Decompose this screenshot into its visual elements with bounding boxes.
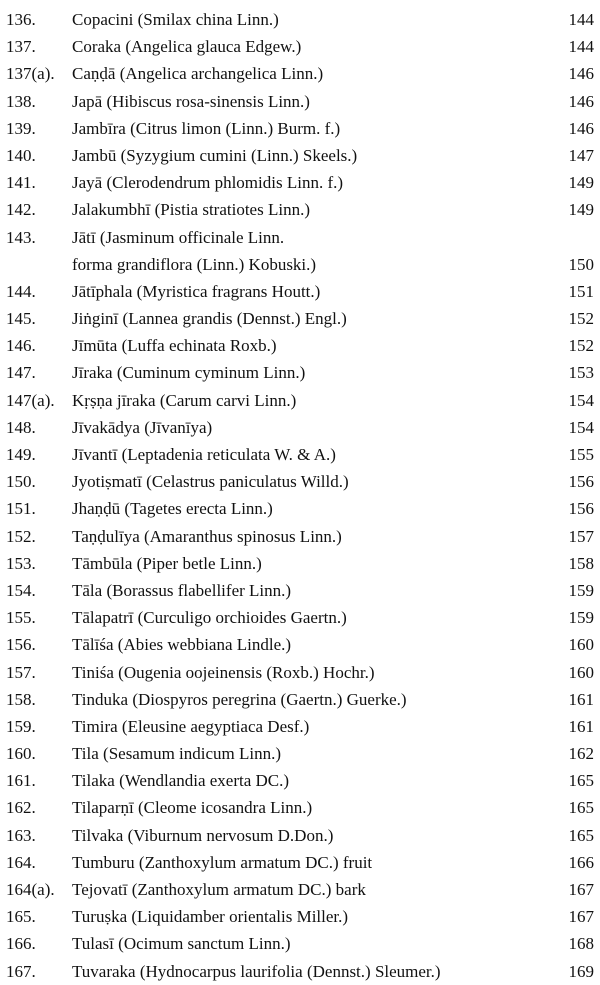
botanical-name: (Carum carvi Linn.) [159, 390, 297, 410]
entry-title [72, 903, 348, 930]
entry-title [72, 6, 279, 33]
page-number: 157 [568, 526, 594, 546]
entry-number: 137. [6, 37, 36, 57]
botanical-name: (Borassus flabellifer Linn.) [106, 580, 292, 600]
entry-number: 145. [6, 309, 36, 329]
sanskrit-name: Tilvaka [72, 825, 124, 845]
botanical-name: (Tagetes erecta Linn.) [124, 499, 273, 519]
botanical-name: (Angelica archangelica Linn.) [119, 64, 324, 84]
index-entry [0, 767, 600, 794]
entry-title [72, 713, 309, 740]
sanskrit-name: Tulasī [72, 934, 114, 954]
index-entry [0, 224, 600, 278]
page-number: 165 [568, 825, 594, 845]
entry-number: 164. [6, 852, 36, 872]
botanical-name: (Clerodendrum phlomidis Linn. f.) [106, 173, 344, 193]
index-list [0, 6, 600, 985]
botanical-name: (Abies webbiana Lindle.) [117, 635, 292, 655]
sanskrit-name: Copacini [72, 10, 134, 29]
entry-number: 144. [6, 281, 36, 301]
entry-number: 164(a). [6, 880, 55, 900]
page-number: 149 [568, 173, 594, 193]
index-entry [0, 822, 600, 849]
entry-title [72, 115, 340, 142]
page-number: 146 [568, 118, 594, 138]
sanskrit-name: Coraka [72, 37, 122, 57]
page-number: 152 [568, 309, 594, 329]
botanical-name: (Lannea grandis (Dennst.) Engl.) [122, 309, 347, 329]
page-number: 153 [568, 363, 594, 383]
entry-title [72, 930, 290, 957]
index-entry [0, 713, 600, 740]
entry-number: 136. [6, 10, 36, 29]
page-number: 147 [568, 145, 594, 165]
sanskrit-name: Tumburu [72, 852, 135, 872]
entry-title [72, 468, 349, 495]
entry-number: 139. [6, 118, 36, 138]
entry-number: 161. [6, 771, 36, 791]
entry-title [72, 441, 336, 468]
index-entry [0, 659, 600, 686]
index-entry [0, 604, 600, 631]
entry-title [72, 523, 342, 550]
sanskrit-name: Jambīra [72, 118, 126, 138]
entry-number: 151. [6, 499, 36, 519]
page-number: 166 [568, 852, 594, 872]
page-number: 169 [568, 961, 594, 981]
botanical-name: (Smilax china Linn.) [137, 10, 279, 29]
entry-title [72, 659, 375, 686]
entry-title [72, 142, 357, 169]
botanical-name: (Myristica fragrans Houtt.) [136, 281, 321, 301]
index-entry [0, 6, 600, 33]
entry-title [72, 631, 291, 658]
entry-title [72, 822, 333, 849]
page-number: 154 [568, 417, 594, 437]
entry-title [72, 33, 301, 60]
sanskrit-name: Jīmūta [72, 336, 118, 356]
sanskrit-name: Jalakumbhī [72, 200, 151, 220]
entry-title [72, 387, 296, 414]
index-entry [0, 305, 600, 332]
sanskrit-name: Jīraka [72, 363, 113, 383]
botanical-name: (Wendlandia exerta DC.) [119, 771, 290, 791]
botanical-name: (Cuminum cyminum Linn.) [116, 363, 306, 383]
botanical-name: (Ocimum sanctum Linn.) [118, 934, 291, 954]
entry-title [72, 604, 347, 631]
sanskrit-name: Kṛṣṇa jīraka [72, 390, 156, 410]
botanical-name: (Curculigo orchioides Gaertn.) [137, 608, 347, 628]
index-entry [0, 169, 600, 196]
sanskrit-name: Tila [72, 744, 99, 764]
entry-title [72, 794, 312, 821]
entry-number: 137(a). [6, 64, 55, 84]
entry-number: 152. [6, 526, 36, 546]
entry-title [72, 414, 212, 441]
entry-title [72, 359, 305, 386]
sanskrit-name: Tilaka [72, 771, 115, 791]
index-entry [0, 794, 600, 821]
index-entry [0, 930, 600, 957]
sanskrit-name: Taṇḍulīya [72, 526, 140, 546]
sanskrit-name: Jiṅginī [72, 309, 119, 329]
sanskrit-name: Tilaparṇī [72, 798, 134, 818]
botanical-name: (Pistia stratiotes Linn.) [154, 200, 310, 220]
page-number: 165 [568, 771, 594, 791]
entry-number: 140. [6, 145, 36, 165]
botanical-name: (Eleusine aegyptiaca Desf.) [121, 716, 310, 736]
page-number: 161 [568, 716, 594, 736]
sanskrit-name: Jhaṇḍū [72, 499, 121, 519]
entry-title [72, 278, 320, 305]
botanical-name: (Angelica glauca Edgew.) [125, 37, 302, 57]
sanskrit-name: Jīvantī [72, 445, 118, 465]
entry-number: 150. [6, 472, 36, 492]
index-entry [0, 903, 600, 930]
page-number: 151 [568, 281, 594, 301]
entry-title [72, 577, 291, 604]
entry-number: 155. [6, 608, 36, 628]
index-entry [0, 332, 600, 359]
page-number: 158 [568, 553, 594, 573]
entry-number: 165. [6, 907, 36, 927]
entry-title [72, 224, 284, 251]
index-entry [0, 686, 600, 713]
sanskrit-name: Jātī [72, 227, 96, 247]
sanskrit-name: Timira [72, 716, 118, 736]
entry-title [72, 88, 310, 115]
page-number: 144 [568, 10, 594, 29]
index-entry [0, 414, 600, 441]
index-entry [0, 495, 600, 522]
sanskrit-name: Tālapatrī [72, 608, 134, 628]
entry-title [72, 876, 366, 903]
botanical-name: (Hydnocarpus laurifolia (Dennst.) Sleumer.) [139, 961, 441, 981]
sanskrit-name: Tejovatī [72, 880, 128, 900]
page-number: 162 [568, 744, 594, 764]
entry-title [72, 767, 289, 794]
entry-title [72, 196, 310, 223]
sanskrit-name: Jīvakādya [72, 417, 140, 437]
sanskrit-name: Tinduka [72, 689, 129, 709]
botanical-name: (Liquidamber orientalis Miller.) [131, 907, 349, 927]
entry-number: 166. [6, 934, 36, 954]
page-number: 146 [568, 64, 594, 84]
botanical-name: (Syzygium cumini (Linn.) Skeels.) [120, 145, 358, 165]
page-number: 161 [568, 689, 594, 709]
entry-number: 143. [6, 227, 36, 247]
botanical-name: (Jīvanīya) [144, 417, 213, 437]
index-entry [0, 550, 600, 577]
page-number: 168 [568, 934, 594, 954]
page-number: 155 [568, 445, 594, 465]
entry-number: 156. [6, 635, 36, 655]
botanical-name: (Cleome icosandra Linn.) [137, 798, 313, 818]
sanskrit-name: Jātīphala [72, 281, 133, 301]
entry-title [72, 849, 372, 876]
entry-title [72, 550, 262, 577]
entry-number: 157. [6, 662, 36, 682]
entry-title [72, 60, 323, 87]
entry-title [72, 958, 441, 985]
entry-title [72, 495, 273, 522]
page-number: 160 [568, 662, 594, 682]
index-entry [0, 142, 600, 169]
sanskrit-name: Tālīśa [72, 635, 114, 655]
entry-number: 162. [6, 798, 36, 818]
page-number: 159 [568, 608, 594, 628]
botanical-name: (Sesamum indicum Linn.) [103, 744, 282, 764]
sanskrit-name: Caṇḍā [72, 64, 116, 84]
botanical-name: (Zanthoxylum armatum DC.) fruit [138, 852, 373, 872]
index-entry [0, 196, 600, 223]
botanical-name: (Ougenia oojeinensis (Roxb.) Hochr.) [118, 662, 375, 682]
index-entry [0, 740, 600, 767]
botanical-name: (Citrus limon (Linn.) Burm. f.) [130, 118, 341, 138]
entry-number: 149. [6, 445, 36, 465]
sanskrit-name: Tiniśa [72, 662, 114, 682]
entry-number: 154. [6, 580, 36, 600]
page-number: 160 [568, 635, 594, 655]
index-entry [0, 876, 600, 903]
botanical-name: (Diospyros peregrina (Gaertn.) Guerke.) [132, 689, 407, 709]
page-number: 146 [568, 91, 594, 111]
sanskrit-name: Jayā [72, 173, 103, 193]
entry-number: 142. [6, 200, 36, 220]
entry-title [72, 169, 343, 196]
entry-number: 138. [6, 91, 36, 111]
sanskrit-name: Jyotiṣmatī [72, 472, 142, 492]
index-entry [0, 60, 600, 87]
index-entry [0, 359, 600, 386]
botanical-name: (Amaranthus spinosus Linn.) [143, 526, 342, 546]
index-entry [0, 468, 600, 495]
entry-number: 160. [6, 744, 36, 764]
index-entry [0, 278, 600, 305]
entry-title [72, 305, 347, 332]
index-entry [0, 577, 600, 604]
botanical-name: (Luffa echinata Roxb.) [121, 336, 277, 356]
index-entry [0, 115, 600, 142]
page-number: 149 [568, 200, 594, 220]
page-number: 144 [568, 37, 594, 57]
index-entry [0, 441, 600, 468]
index-entry [0, 33, 600, 60]
botanical-name: (Piper betle Linn.) [136, 553, 262, 573]
botanical-name: (Leptadenia reticulata W. & A.) [121, 445, 336, 465]
entry-title [72, 740, 281, 767]
sanskrit-name: Tuvaraka [72, 961, 136, 981]
botanical-name: (Zanthoxylum armatum DC.) bark [131, 880, 366, 900]
entry-number: 163. [6, 825, 36, 845]
index-entry [0, 523, 600, 550]
entry-title [72, 332, 277, 359]
sanskrit-name: Tāla [72, 580, 103, 600]
entry-number: 147. [6, 363, 36, 383]
entry-number: 153. [6, 553, 36, 573]
index-entry [0, 849, 600, 876]
sanskrit-name: Japā [72, 91, 103, 111]
page-number: 167 [568, 907, 594, 927]
sanskrit-name: Tāmbūla [72, 553, 133, 573]
entry-number: 141. [6, 173, 36, 193]
page-number: 156 [568, 472, 594, 492]
index-entry [0, 88, 600, 115]
index-entry [0, 387, 600, 414]
botanical-name: (Jasminum officinale Linn. [99, 227, 285, 247]
page-number: 167 [568, 880, 594, 900]
entry-number: 147(a). [6, 390, 55, 410]
entry-number: 146. [6, 336, 36, 356]
botanical-name: (Celastrus paniculatus Willd.) [146, 472, 349, 492]
botanical-name-continued: forma grandiflora (Linn.) Kobuski.) [72, 254, 317, 274]
page-number: 150 [568, 254, 594, 274]
botanical-name: (Hibiscus rosa-sinensis Linn.) [106, 91, 310, 111]
entry-number: 167. [6, 961, 36, 981]
entry-number: 158. [6, 689, 36, 709]
entry-number: 159. [6, 716, 36, 736]
sanskrit-name: Jambū [72, 145, 117, 165]
page-number: 159 [568, 580, 594, 600]
entry-title [72, 686, 407, 713]
page-number: 152 [568, 336, 594, 356]
page-number: 156 [568, 499, 594, 519]
index-entry [0, 958, 600, 985]
page-number: 154 [568, 390, 594, 410]
sanskrit-name: Turuṣka [72, 907, 128, 927]
botanical-name: (Viburnum nervosum D.Don.) [127, 825, 334, 845]
entry-number: 148. [6, 417, 36, 437]
index-entry [0, 631, 600, 658]
page-number: 165 [568, 798, 594, 818]
